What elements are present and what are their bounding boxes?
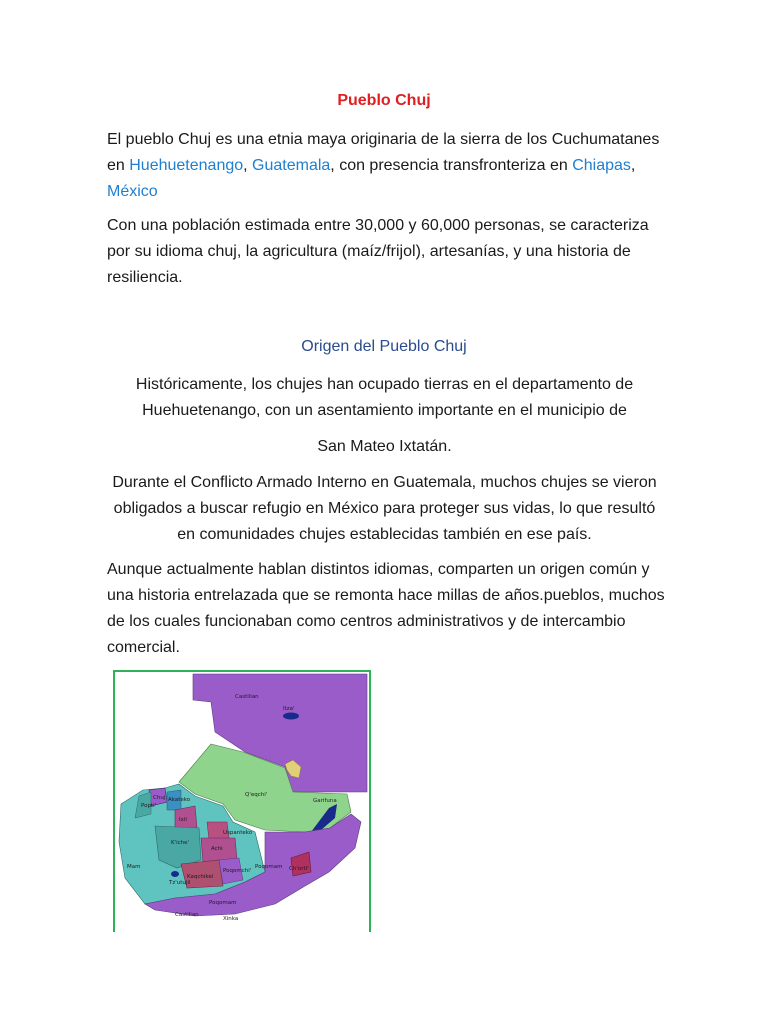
map-lake-atitlan xyxy=(171,871,179,877)
origin-paragraph-1: Históricamente, los chujes han ocupado tierras en el departamento de Huehuetenango, con un asentamiento importante en el municipio de xyxy=(135,376,634,419)
map-label-tzutujil: Tz'utujil xyxy=(169,880,191,886)
map-label-garifuna: Garifuna xyxy=(313,798,337,804)
population-paragraph: Con una población estimada entre 30,000 y 60,000 personas, se caracteriza por su idioma chuj, la agricultura (maíz/frijol), artesanías, y una historia de resiliencia. xyxy=(107,217,649,286)
map-label-achi: Achi xyxy=(211,846,223,852)
link-chiapas[interactable]: Chiapas xyxy=(572,157,631,174)
map-label-chuj: Chuj xyxy=(153,795,166,801)
intro-text-2: , xyxy=(243,157,253,174)
map-label-ixil: Ixil xyxy=(179,817,187,823)
origin-paragraph-3: Aunque actualmente hablan distintos idiomas, comparten un origen común y una historia entrelazada que se remonta hace millas de años.pueblos, muchos de los cuales funcionaban como centros administrativos y de intercambio comercial. xyxy=(107,561,665,656)
map-label-poqomam-1: Poqomam xyxy=(255,864,283,870)
link-huehuetenango[interactable]: Huehuetenango xyxy=(129,157,244,174)
map-label-chorti: Ch'orti' xyxy=(289,866,309,872)
map-label-xinka: Xinka xyxy=(223,916,239,922)
intro-paragraph xyxy=(107,127,667,205)
intro-text-1: El pueblo Chuj es una etnia maya originaria de la sierra de los Cuchumatanes en xyxy=(107,131,660,174)
map-label-uspanteko: Uspanteko xyxy=(223,830,253,836)
origin-paragraph-1-continued: San Mateo Ixtatán. xyxy=(317,438,452,455)
map-label-castilian-south: Castilian xyxy=(175,912,199,918)
link-mexico[interactable]: México xyxy=(107,183,158,200)
intro-text-3: , con presencia transfronteriza en xyxy=(330,157,573,174)
document-title: Pueblo Chuj xyxy=(337,92,431,109)
map-label-castilian: Castilian xyxy=(235,694,259,700)
link-guatemala[interactable]: Guatemala xyxy=(252,157,331,174)
map-label-qeqchi: Q'eqchi' xyxy=(245,792,268,798)
map-label-mam: Mam xyxy=(127,864,141,870)
map-label-akateko: Akateko xyxy=(168,797,191,803)
map-label-itza: Itza' xyxy=(283,706,295,712)
map-label-kaqchikel: Kaqchikel xyxy=(187,874,214,880)
map-lake-peten-itza xyxy=(283,713,299,720)
map-label-poqomchi: Poqomchi' xyxy=(223,868,252,874)
map-svg xyxy=(115,672,369,932)
map-label-poqomam-2: Poqomam xyxy=(209,900,237,906)
section-heading-origen: Origen del Pueblo Chuj xyxy=(301,338,467,355)
map-label-popti: Popti' xyxy=(141,803,157,809)
map-label-kiche: K'iche' xyxy=(171,840,190,846)
origin-paragraph-2: Durante el Conflicto Armado Interno en Guatemala, muchos chujes se vieron obligados a buscar refugio en México para proteger sus vidas, lo que resultó en comunidades chujes establecidas también en ese país. xyxy=(112,474,657,543)
intro-text-4: , xyxy=(630,157,636,174)
guatemala-language-map xyxy=(113,670,371,932)
